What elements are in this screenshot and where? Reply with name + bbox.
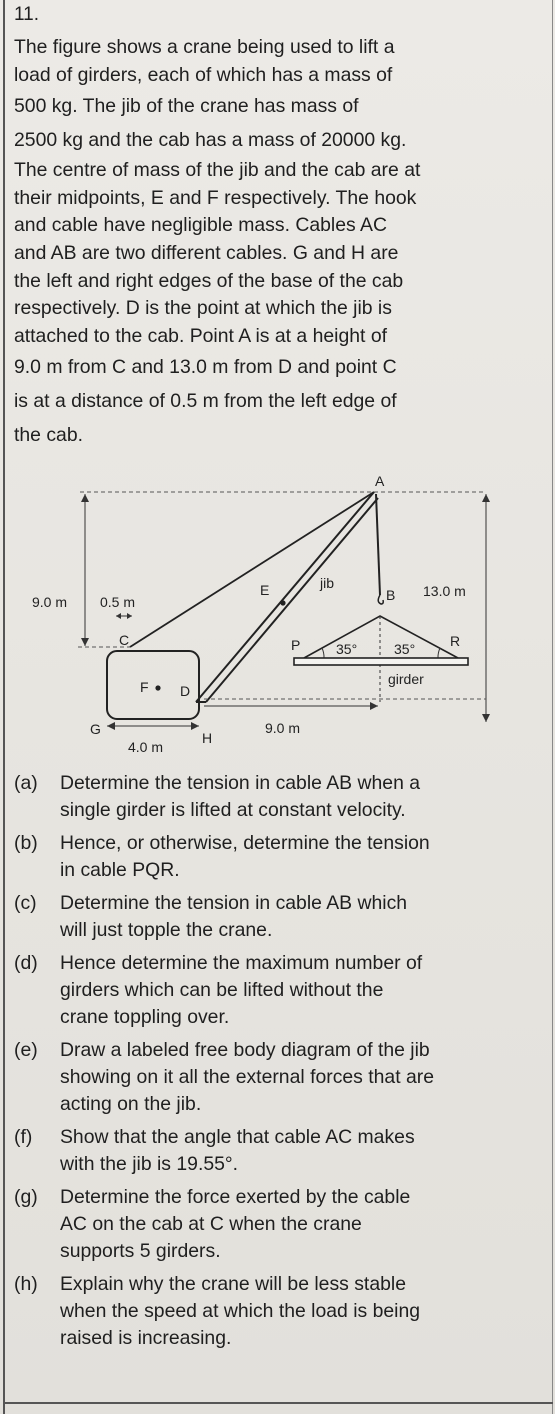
part-line: in cable PQR. (60, 859, 180, 881)
part-label: (c) (14, 892, 37, 914)
arrow-head (482, 494, 490, 502)
arrow-head (127, 613, 132, 619)
label-e: E (260, 582, 270, 598)
part-line: single girder is lifted at constant velocity. (60, 799, 406, 821)
girder (294, 658, 468, 665)
part-label: (h) (14, 1273, 38, 1295)
arrow-head (116, 613, 121, 619)
question-intro (14, 34, 544, 452)
intro-line: the cab. (14, 424, 83, 447)
intro-line: respectively. D is the point at which the jib is (14, 297, 392, 320)
part-d (14, 950, 549, 1031)
part-label: (b) (14, 832, 38, 854)
part-label: (g) (14, 1186, 38, 1208)
intro-line: the left and right edges of the base of the cab (14, 269, 404, 292)
part-line: Determine the force exerted by the cable (60, 1186, 411, 1208)
intro-line: 9.0 m from C and 13.0 m from D and point C (14, 356, 397, 379)
arrow-head (81, 638, 89, 646)
label-g: G (90, 721, 101, 737)
arrow-head (191, 722, 199, 730)
intro-line: attached to the cab. Point A is at a height of (14, 324, 387, 347)
part-line: when the speed at which the load is being (60, 1300, 421, 1322)
part-line: Show that the angle that cable AC makes (60, 1126, 415, 1148)
part-line: Determine the tension in cable AB when a (60, 772, 421, 794)
part-line: with the jib is 19.55°. (60, 1153, 239, 1175)
label-f: F (140, 679, 149, 695)
part-line: will just topple the crane. (60, 919, 273, 941)
hook (378, 595, 383, 604)
label-angle-right: 35° (394, 641, 416, 657)
cable-pqr (304, 616, 461, 658)
label-angle-left: 35° (336, 641, 358, 657)
jib-edge-lower (196, 492, 374, 702)
label-p: P (291, 637, 301, 653)
intro-line: 2500 kg and the cab has a mass of 20000 kg. (14, 129, 407, 152)
label-d: D (180, 683, 191, 699)
jib-centre-e (280, 600, 285, 605)
label-9m-bottom: 9.0 m (265, 720, 301, 736)
part-label: (d) (14, 952, 38, 974)
intro-line: The centre of mass of the jib and the cab are at (14, 159, 421, 182)
part-h (14, 1271, 549, 1352)
intro-line: and AB are two different cables. G and H are (14, 241, 399, 264)
part-line: Hence determine the maximum number of (60, 952, 423, 974)
part-line: AC on the cab at C when the crane (60, 1213, 362, 1235)
arrow-head (482, 714, 490, 722)
angle-arc-left (322, 648, 324, 658)
part-line: acting on the jib. (60, 1093, 202, 1115)
intro-line: is at a distance of 0.5 m from the left edge of (14, 390, 397, 413)
crane-diagram (20, 470, 500, 760)
part-line: supports 5 girders. (60, 1240, 221, 1262)
part-line: raised is increasing. (60, 1327, 232, 1349)
label-girder: girder (388, 671, 424, 687)
label-a: A (375, 473, 385, 489)
left-border (3, 0, 5, 1414)
label-9m-left: 9.0 m (32, 594, 68, 610)
part-line: Explain why the crane will be less stable (60, 1273, 406, 1295)
arrow-head (81, 494, 89, 502)
question-number: 11. (14, 4, 40, 25)
part-label: (a) (14, 772, 38, 794)
arrow-head (370, 702, 378, 710)
angle-arc-right (438, 648, 440, 658)
label-r: R (450, 633, 461, 649)
cab-centre-f (155, 685, 160, 690)
part-c (14, 890, 549, 944)
part-line: Draw a labeled free body diagram of the jib (60, 1039, 430, 1061)
part-g (14, 1184, 549, 1265)
label-0-5m: 0.5 m (100, 594, 136, 610)
label-13m: 13.0 m (423, 583, 466, 599)
part-e (14, 1037, 549, 1118)
arrow-head (107, 722, 115, 730)
label-c: C (119, 632, 130, 648)
question-parts (14, 770, 549, 1358)
part-line: girders which can be lifted without the (60, 979, 384, 1001)
intro-line: their midpoints, E and F respectively. The hook (14, 186, 417, 209)
intro-line: and cable have negligible mass. Cables AC (14, 214, 387, 237)
part-line: crane toppling over. (60, 1006, 230, 1028)
part-line: Determine the tension in cable AB which (60, 892, 408, 914)
part-line: showing on it all the external forces that are (60, 1066, 435, 1088)
jib-edge-upper (206, 498, 378, 702)
part-line: Hence, or otherwise, determine the tension (60, 832, 430, 854)
part-label: (e) (14, 1039, 38, 1061)
part-a (14, 770, 549, 824)
bottom-border (3, 1402, 553, 1404)
part-f (14, 1124, 549, 1178)
cable-ab (376, 494, 380, 595)
intro-line: load of girders, each of which has a mass of (14, 63, 393, 86)
cable-ac (130, 492, 374, 647)
label-b: B (386, 587, 396, 603)
label-h: H (202, 730, 213, 746)
intro-line: The figure shows a crane being used to lift a (14, 36, 395, 58)
part-label: (f) (14, 1126, 33, 1148)
part-b (14, 830, 549, 884)
label-4m: 4.0 m (128, 739, 164, 755)
label-jib: jib (320, 575, 335, 591)
right-border (552, 0, 553, 1414)
intro-line: 500 kg. The jib of the crane has mass of (14, 95, 359, 118)
